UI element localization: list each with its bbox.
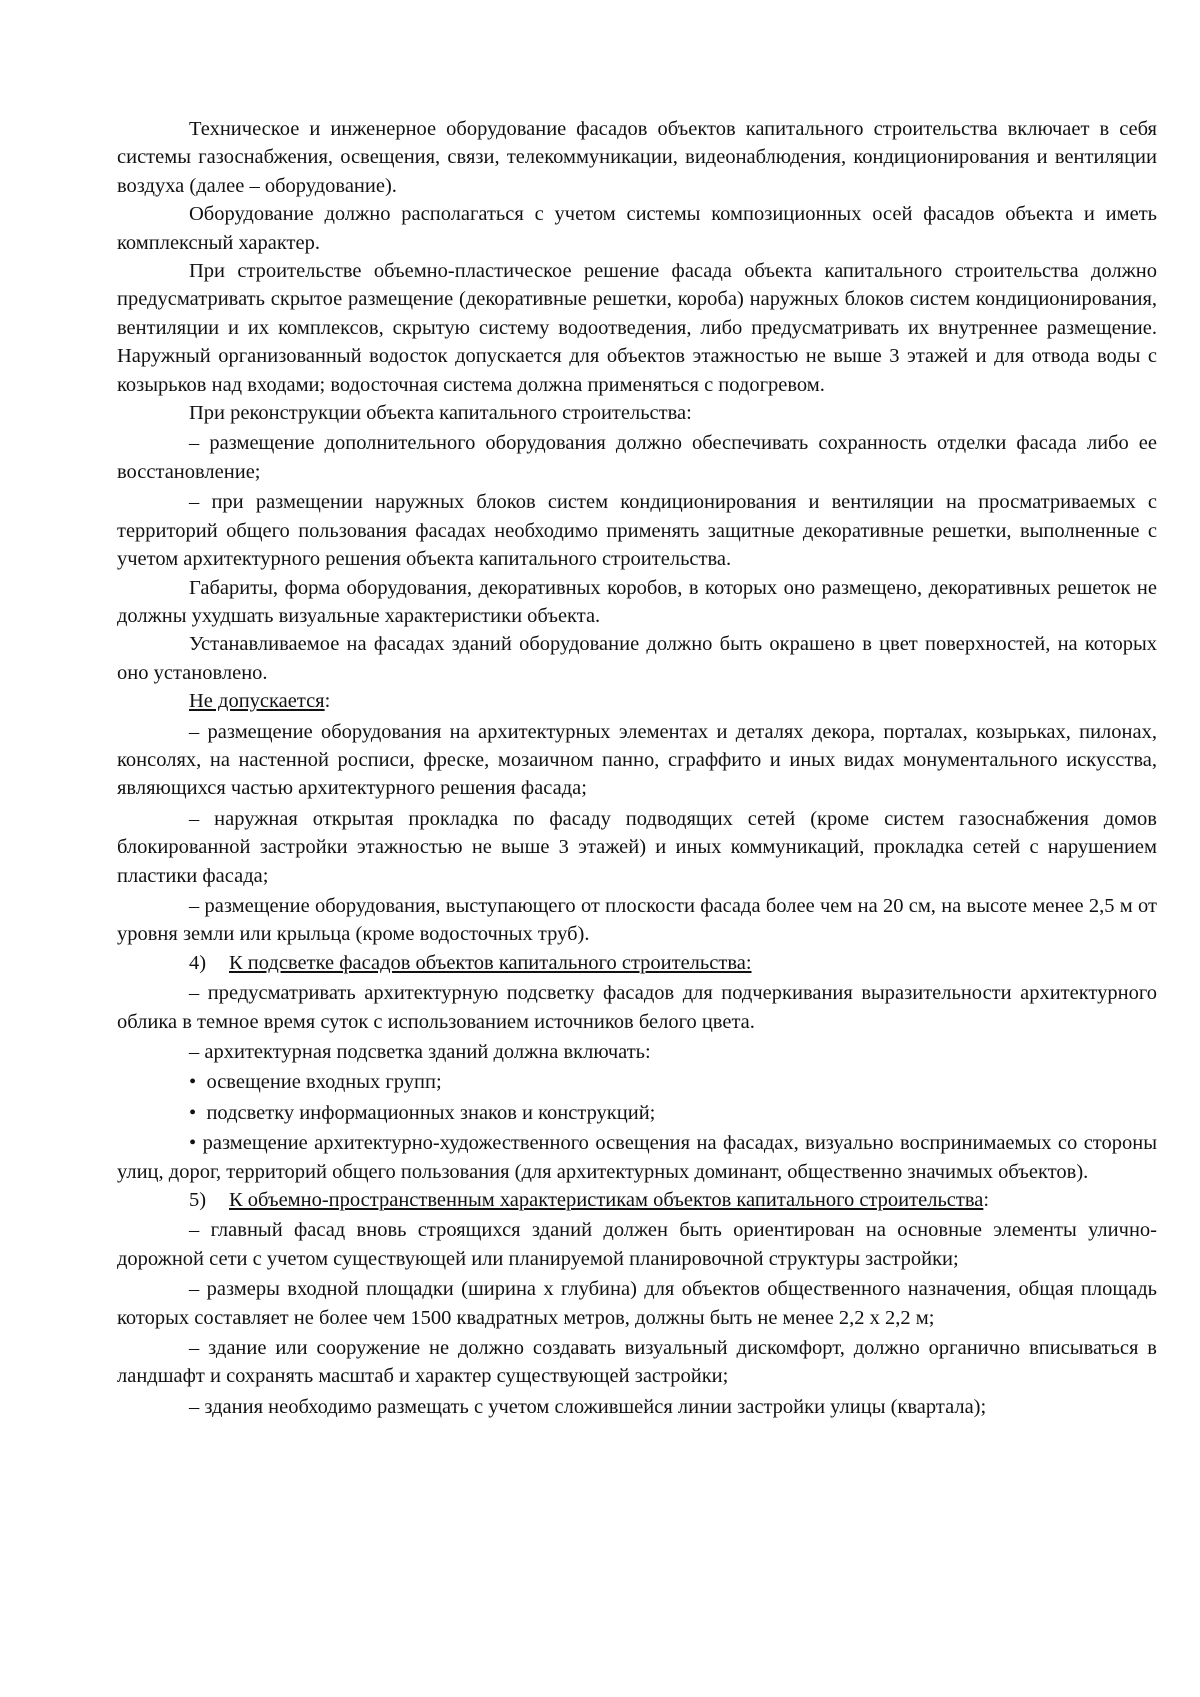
section-4-heading-text: К подсветке фасадов объектов капитального строительства:: [229, 951, 752, 974]
not-allowed-heading-text: Не допускается: [189, 690, 325, 713]
section-5-heading: [117, 1186, 1157, 1214]
bullet-item-2: [117, 1099, 1157, 1127]
not-allowed-heading: [117, 687, 1157, 715]
list-item-volume-2: – размеры входной площадки (ширина х глубина) для объектов общественного назначения, общая площадь которых составляет не более чем 1500 квадратных метров, должны быть не менее 2,2 х 2,2 м;: [117, 1278, 1157, 1329]
bullet-icon: •: [189, 1132, 197, 1155]
paragraph-equipment-definition: Техническое и инженерное оборудование фасадов объектов капитального строительства включает в себя системы газоснабжения, освещения, связи, телекоммуникации, видеонаблюдения, кондиционирования и вентиляции воздуха (далее – оборудование).: [117, 118, 1157, 197]
bullet-item-text: освещение входных групп;: [206, 1071, 442, 1094]
section-4-heading: [117, 949, 1157, 977]
list-item-volume-3: – здание или сооружение не должно создавать визуальный дискомфорт, должно органично вписываться в ландшафт и сохранять масштаб и характер существующей застройки;: [117, 1337, 1157, 1388]
section-5-heading-text: К объемно-пространственным характеристикам объектов капитального строительства: [229, 1189, 984, 1212]
list-item-lighting-1: – предусматривать архитектурную подсветку фасадов для подчеркивания выразительности архитектурного облика в темное время суток с использованием источников белого цвета.: [117, 982, 1157, 1033]
bullet-icon: •: [189, 1101, 197, 1124]
section-5-heading-suffix: :: [983, 1189, 990, 1212]
bullet-item-text: подсветку информационных знаков и конструкций;: [206, 1101, 656, 1124]
section-4-number: 4): [189, 951, 207, 974]
list-item-not-allowed-3: – размещение оборудования, выступающего от плоскости фасада более чем на 20 см, на высоте менее 2,5 м от уровня земли или крыльца (кроме водосточных труб).: [117, 894, 1157, 946]
bullet-item-text: размещение архитектурно-художественного освещения на фасадах, визуально воспринимаемых со стороны улиц, дорог, территорий общего пользования (для архитектурных доминант, общественно значимых объектов).: [117, 1132, 1157, 1183]
list-item-volume-4: – здания необходимо размещать с учетом сложившейся линии застройки улицы (квартала);: [189, 1395, 987, 1418]
bullet-item-3: [117, 1129, 1157, 1186]
paragraph-color: Устанавливаемое на фасадах зданий оборудование должно быть окрашено в цвет поверхностей, на которых оно установлено.: [117, 633, 1157, 684]
paragraph-reconstruction: При реконструкции объекта капитального строительства:: [189, 402, 692, 425]
list-item-not-allowed-1: – размещение оборудования на архитектурных элементах и деталях декора, порталах, козырьках, пилонах, консолях, на настенной росписи, фреске, мозаичном панно, сграффито и иных видах монументального искусства, являющихся частью архитектурного решения фасада;: [117, 720, 1157, 800]
not-allowed-heading-suffix: :: [324, 690, 331, 713]
bullet-item-1: [117, 1068, 1157, 1096]
bullet-icon: •: [189, 1071, 197, 1094]
list-item-not-allowed-2: – наружная открытая прокладка по фасаду подводящих сетей (кроме систем газоснабжения домов блокированной застройки этажностью не выше 3 этажей) и иных коммуникаций, прокладка сетей с нарушением пластики фасада;: [117, 807, 1157, 887]
paragraph-construction: При строительстве объемно-пластическое решение фасада объекта капитального строительства должно предусматривать скрытое размещение (декоративные решетки, короба) наружных блоков систем кондиционирования, вентиляции и их комплексов, скрытую систему водоотведения, либо предусматривать их внутреннее размещение. Наружный организованный водосток допускается для объектов этажностью не выше 3 этажей и для отвода воды с козырьков над входами; водосточная система должна применяться с подогревом.: [117, 260, 1157, 396]
list-item-reconstruction-2: – при размещении наружных блоков систем кондиционирования и вентиляции на просматриваемых с территорий общего пользования фасадах необходимо применять защитные декоративные решетки, выполненные с учетом архитектурного решения объекта капитального строительства.: [117, 491, 1157, 571]
list-item-lighting-2: – архитектурная подсветка зданий должна включать:: [189, 1041, 651, 1063]
paragraph-equipment-placement: Оборудование должно располагаться с учетом системы композиционных осей фасадов объекта и иметь комплексный характер.: [117, 203, 1157, 254]
section-5-number: 5): [189, 1189, 207, 1212]
list-item-volume-1: – главный фасад вновь строящихся зданий должен быть ориентирован на основные элементы улично-дорожной сети с учетом существующей или планируемой планировочной структуры застройки;: [117, 1219, 1157, 1270]
list-item-reconstruction-1: – размещение дополнительного оборудования должно обеспечивать сохранность отделки фасада либо ее восстановление;: [117, 432, 1157, 483]
document-page: [117, 115, 1157, 1421]
paragraph-dimensions: Габариты, форма оборудования, декоративных коробов, в которых оно размещено, декоративных решеток не должны ухудшать визуальные характеристики объекта.: [117, 576, 1157, 627]
